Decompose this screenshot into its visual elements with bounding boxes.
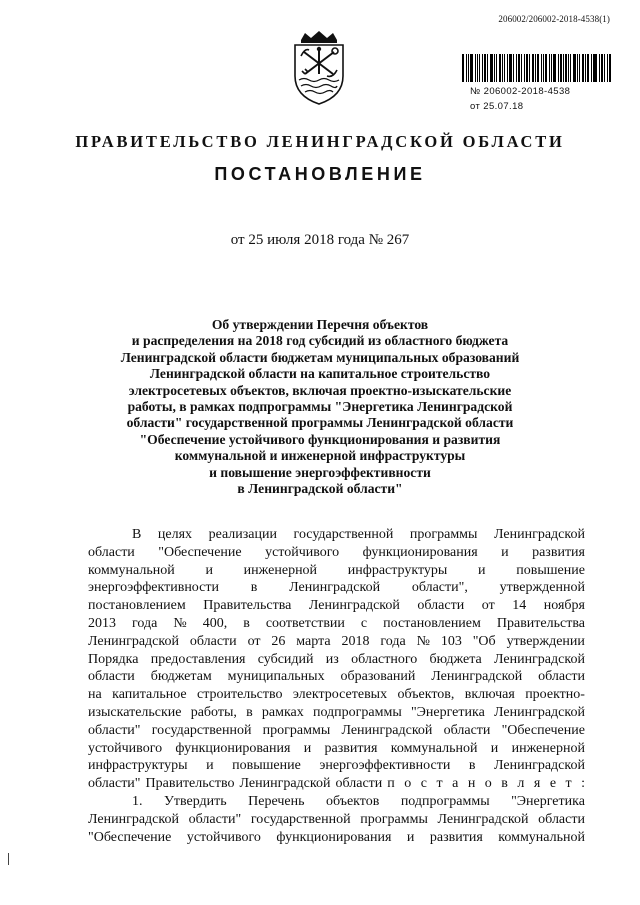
barcode-bar [479,54,480,82]
subject-line: Ленинградской области бюджетам муниципальных образований [120,349,520,365]
body-word: соответствии [265,615,345,631]
body-word: и [206,758,214,774]
barcode-bar [513,54,514,82]
barcode-bar [535,54,536,82]
body-word: и [406,829,415,845]
body-word: "Энергетика [511,793,585,809]
body-line [88,722,585,740]
body-word: развития [429,829,483,845]
body-word: коммунальной [498,829,585,845]
body-word: подпрограммы [312,704,402,720]
body-line [88,651,585,669]
body-word: области" [88,776,141,792]
body-line [88,757,585,775]
body-word: Утвердить [163,793,227,809]
body-word: проектно- [525,687,585,703]
body-word: государственной [293,527,394,542]
barcode-bar [593,54,594,82]
body-word: и [478,562,486,578]
body-word: области [417,598,465,614]
body-word: в [250,580,258,596]
body-line [88,579,585,597]
subject-line: области" государственной программы Ленинградской области [126,415,514,431]
barcode-bar [507,54,509,82]
body-word: № [416,633,430,649]
margin-mark [8,853,9,865]
barcode-bar [558,54,559,82]
body-line [88,633,585,651]
barcode-bar [591,54,592,82]
subject-line: Об утверждении Перечня объектов [211,317,429,332]
barcode-bar [541,54,542,82]
barcode-bar [496,54,497,82]
body-word: и [501,544,509,560]
body-word: работы, [190,704,237,720]
body-word: В [132,527,142,542]
subject-line: работы, в рамках подпрограммы "Энергетика Ленинградской [127,399,513,415]
body-word: года [132,615,158,631]
body-word: коммунальной [390,740,478,756]
body-word: "Энергетика [410,704,485,720]
barcode-bar [607,54,608,82]
document-subject [100,317,540,497]
barcode-bar [579,54,580,82]
government-title: ПРАВИТЕЛЬСТВО ЛЕНИНГРАДСКОЙ ОБЛАСТИ [75,132,565,151]
barcode-bar [582,54,584,82]
body-word: № [173,615,187,631]
body-word: и [303,740,312,756]
body-word: образований [340,669,416,685]
body-word: постановлением [88,598,186,614]
body-word: повышение [232,758,301,774]
body-line [88,829,585,847]
barcode-bar [537,54,539,82]
barcode-bar [475,54,476,82]
body-line [88,775,589,793]
body-word: функционирования [276,829,392,845]
body-word: области", [411,580,468,596]
stamp-number: № 206002-2018-4538 [470,86,571,97]
barcode-bar [499,54,501,82]
body-word: "Обеспечение [88,829,172,845]
body-word: объектов, [397,687,455,703]
body-word: строительство [196,687,283,703]
body-line [88,526,585,544]
resolves-word: п о с т а н о в л я е т : [387,776,589,792]
body-word: инженерной [243,562,318,578]
subject-line: и распределения на 2018 год субсидий из областного бюджета [131,333,509,349]
body-word: 1. [132,793,143,809]
barcode-bar [529,54,530,82]
body-word: 14 [512,598,527,614]
body-word: области [88,669,135,685]
barcode-bar [604,54,605,82]
body-word: в [243,615,250,631]
document-date: от 25 июля 2018 года № 267 [230,232,410,248]
body-word: Ленинградской [308,598,400,614]
body-word: области" [88,722,141,738]
barcode-bar [509,54,512,82]
subject-line: электросетевых объектов, включая проектно-изыскательские [128,382,512,398]
body-line [88,615,585,633]
body-word: Правительства [203,598,292,614]
body-word: ноября [543,598,585,614]
body-word: подпрограммы [400,793,490,809]
body-word: 400, [202,615,228,631]
body-word: повышение [516,562,585,578]
body-word: Правительства [496,615,585,631]
body-word: областного [351,651,418,667]
body-word: области [443,722,491,738]
body-line [88,740,585,758]
barcode-bar [494,54,495,82]
body-word: Порядка [88,651,139,667]
subject-line: "Обеспечение устойчивого функционирования и развития [139,431,501,447]
barcode-bar [551,54,552,82]
subject-line: Ленинградской области на капитальное строительство [149,366,491,382]
body-word: Правительство [145,776,235,792]
body-word: Ленинградской [239,776,331,792]
body-word: 103 [440,633,462,649]
barcode-bar [462,54,464,82]
subject-line: в Ленинградской области" [237,481,403,497]
barcode-bar [521,54,522,82]
body-line [88,597,585,615]
barcode-bar [568,54,569,82]
body-word: программы [262,722,331,738]
body-word: энергоэффективности [88,580,219,596]
barcode-bar [532,54,535,82]
body-word: устойчивого [88,740,163,756]
body-word: электросетевых [292,687,388,703]
body-word: Ленинградской [289,580,381,596]
body-word: и [490,740,499,756]
barcode-bar [563,54,564,82]
registration-number: 206002/206002-2018-4538(1) [498,14,610,24]
body-word: рамках [261,704,304,720]
barcode-bar [560,54,562,82]
body-word: утверждении [506,633,585,649]
barcode-bar [587,54,589,82]
barcode-bar [468,54,469,82]
barcode-bar [570,54,571,82]
barcode-bar [466,54,467,82]
body-word: программы [360,811,428,827]
body-word: области [189,633,237,649]
stamp-date: от 25.07.18 [470,101,524,112]
barcode-bar [518,54,520,82]
body-line [88,793,585,811]
body-word: субсидий [257,651,314,667]
body-word: Ленинградской [493,651,585,667]
body-word: области [88,544,135,560]
body-word: Ленинградской [494,704,585,720]
body-line [88,686,585,704]
body-word: Ленинградской [431,669,523,685]
body-word: капитальное [112,687,187,703]
body-word: марта [296,633,331,649]
barcode-bar [477,54,479,82]
barcode-bar [577,54,578,82]
body-word: года [380,633,406,649]
barcode [462,54,612,82]
body-word: целях [157,527,193,542]
subject-line: коммунальной и инженерной инфраструктуры [174,448,466,464]
barcode-bar [609,54,611,82]
coat-of-arms-icon [287,30,351,106]
body-word: Ленинградской [88,633,179,649]
body-word: Ленинградской [437,811,529,827]
barcode-bar [543,54,544,82]
body-word: реализации [208,527,277,542]
body-word: Перечень [248,793,305,809]
barcode-bar [516,54,517,82]
body-word: утвержденной [499,580,585,596]
barcode-bar [573,54,576,82]
body-word: инфраструктуры [347,562,448,578]
barcode-bar [601,54,603,82]
body-word: постановлением [383,615,481,631]
document-body [88,526,589,846]
body-word: государственной [250,811,351,827]
body-word: в [468,758,476,774]
body-word: области" [188,811,242,827]
body-word: на [88,687,102,703]
barcode-bar [504,54,505,82]
body-word: энергоэффективности [319,758,451,774]
body-word: изыскательские [88,704,182,720]
body-word: функционирования [175,740,291,756]
registration-stamp [470,84,570,114]
body-word: и [205,562,213,578]
body-word: бюджета [429,651,482,667]
body-word: включая [464,687,515,703]
body-line [88,544,585,562]
body-word: муниципальных [227,669,325,685]
body-word: объектов [325,793,380,809]
barcode-bar [502,54,503,82]
body-word: бюджетам [150,669,212,685]
body-word: 2013 [88,615,116,631]
barcode-bar [470,54,473,82]
body-word: устойчивого [265,544,340,560]
body-word: 26 [271,633,286,649]
body-word: государственной [151,722,252,738]
barcode-bar [565,54,567,82]
body-word: Ленинградской [341,722,433,738]
barcode-bar [585,54,586,82]
body-word: программы [409,527,478,542]
body-word: 2018 [341,633,370,649]
barcode-bar [599,54,600,82]
body-line [88,811,585,829]
body-word: "Обеспечение [501,722,585,738]
barcode-bar [549,54,550,82]
body-word: функционирования [362,544,478,560]
body-word: Ленинградской [494,527,585,542]
body-word: инфраструктуры [88,758,188,774]
body-word: области [538,669,585,685]
subject-line: и повышение энергоэффективности [209,464,431,480]
body-word: области [335,776,383,792]
barcode-bar [526,54,528,82]
body-word: развития [324,740,378,756]
body-word: в [246,704,253,720]
body-line [88,668,585,686]
body-word: предоставления [150,651,246,667]
body-word: из [325,651,339,667]
barcode-bar [482,54,483,82]
body-word: Ленинградской [494,758,585,774]
body-word: "Об [472,633,496,649]
body-word: с [360,615,368,631]
barcode-bar [490,54,493,82]
body-word: "Обеспечение [158,544,242,560]
document-type: ПОСТАНОВЛЕНИЕ [214,164,426,184]
body-line [88,704,585,722]
barcode-bar [484,54,486,82]
barcode-bar [553,54,556,82]
barcode-bar [545,54,547,82]
body-word: от [481,598,495,614]
body-word: развития [532,544,585,560]
body-line [88,562,585,580]
body-word: области [538,811,585,827]
barcode-bar [594,54,597,82]
body-word: Ленинградской [88,811,179,827]
body-word: от [247,633,261,649]
body-word: устойчивого [186,829,261,845]
body-word: инженерной [511,740,585,756]
barcode-bar [487,54,488,82]
barcode-bar [524,54,525,82]
body-word: коммунальной [88,562,175,578]
